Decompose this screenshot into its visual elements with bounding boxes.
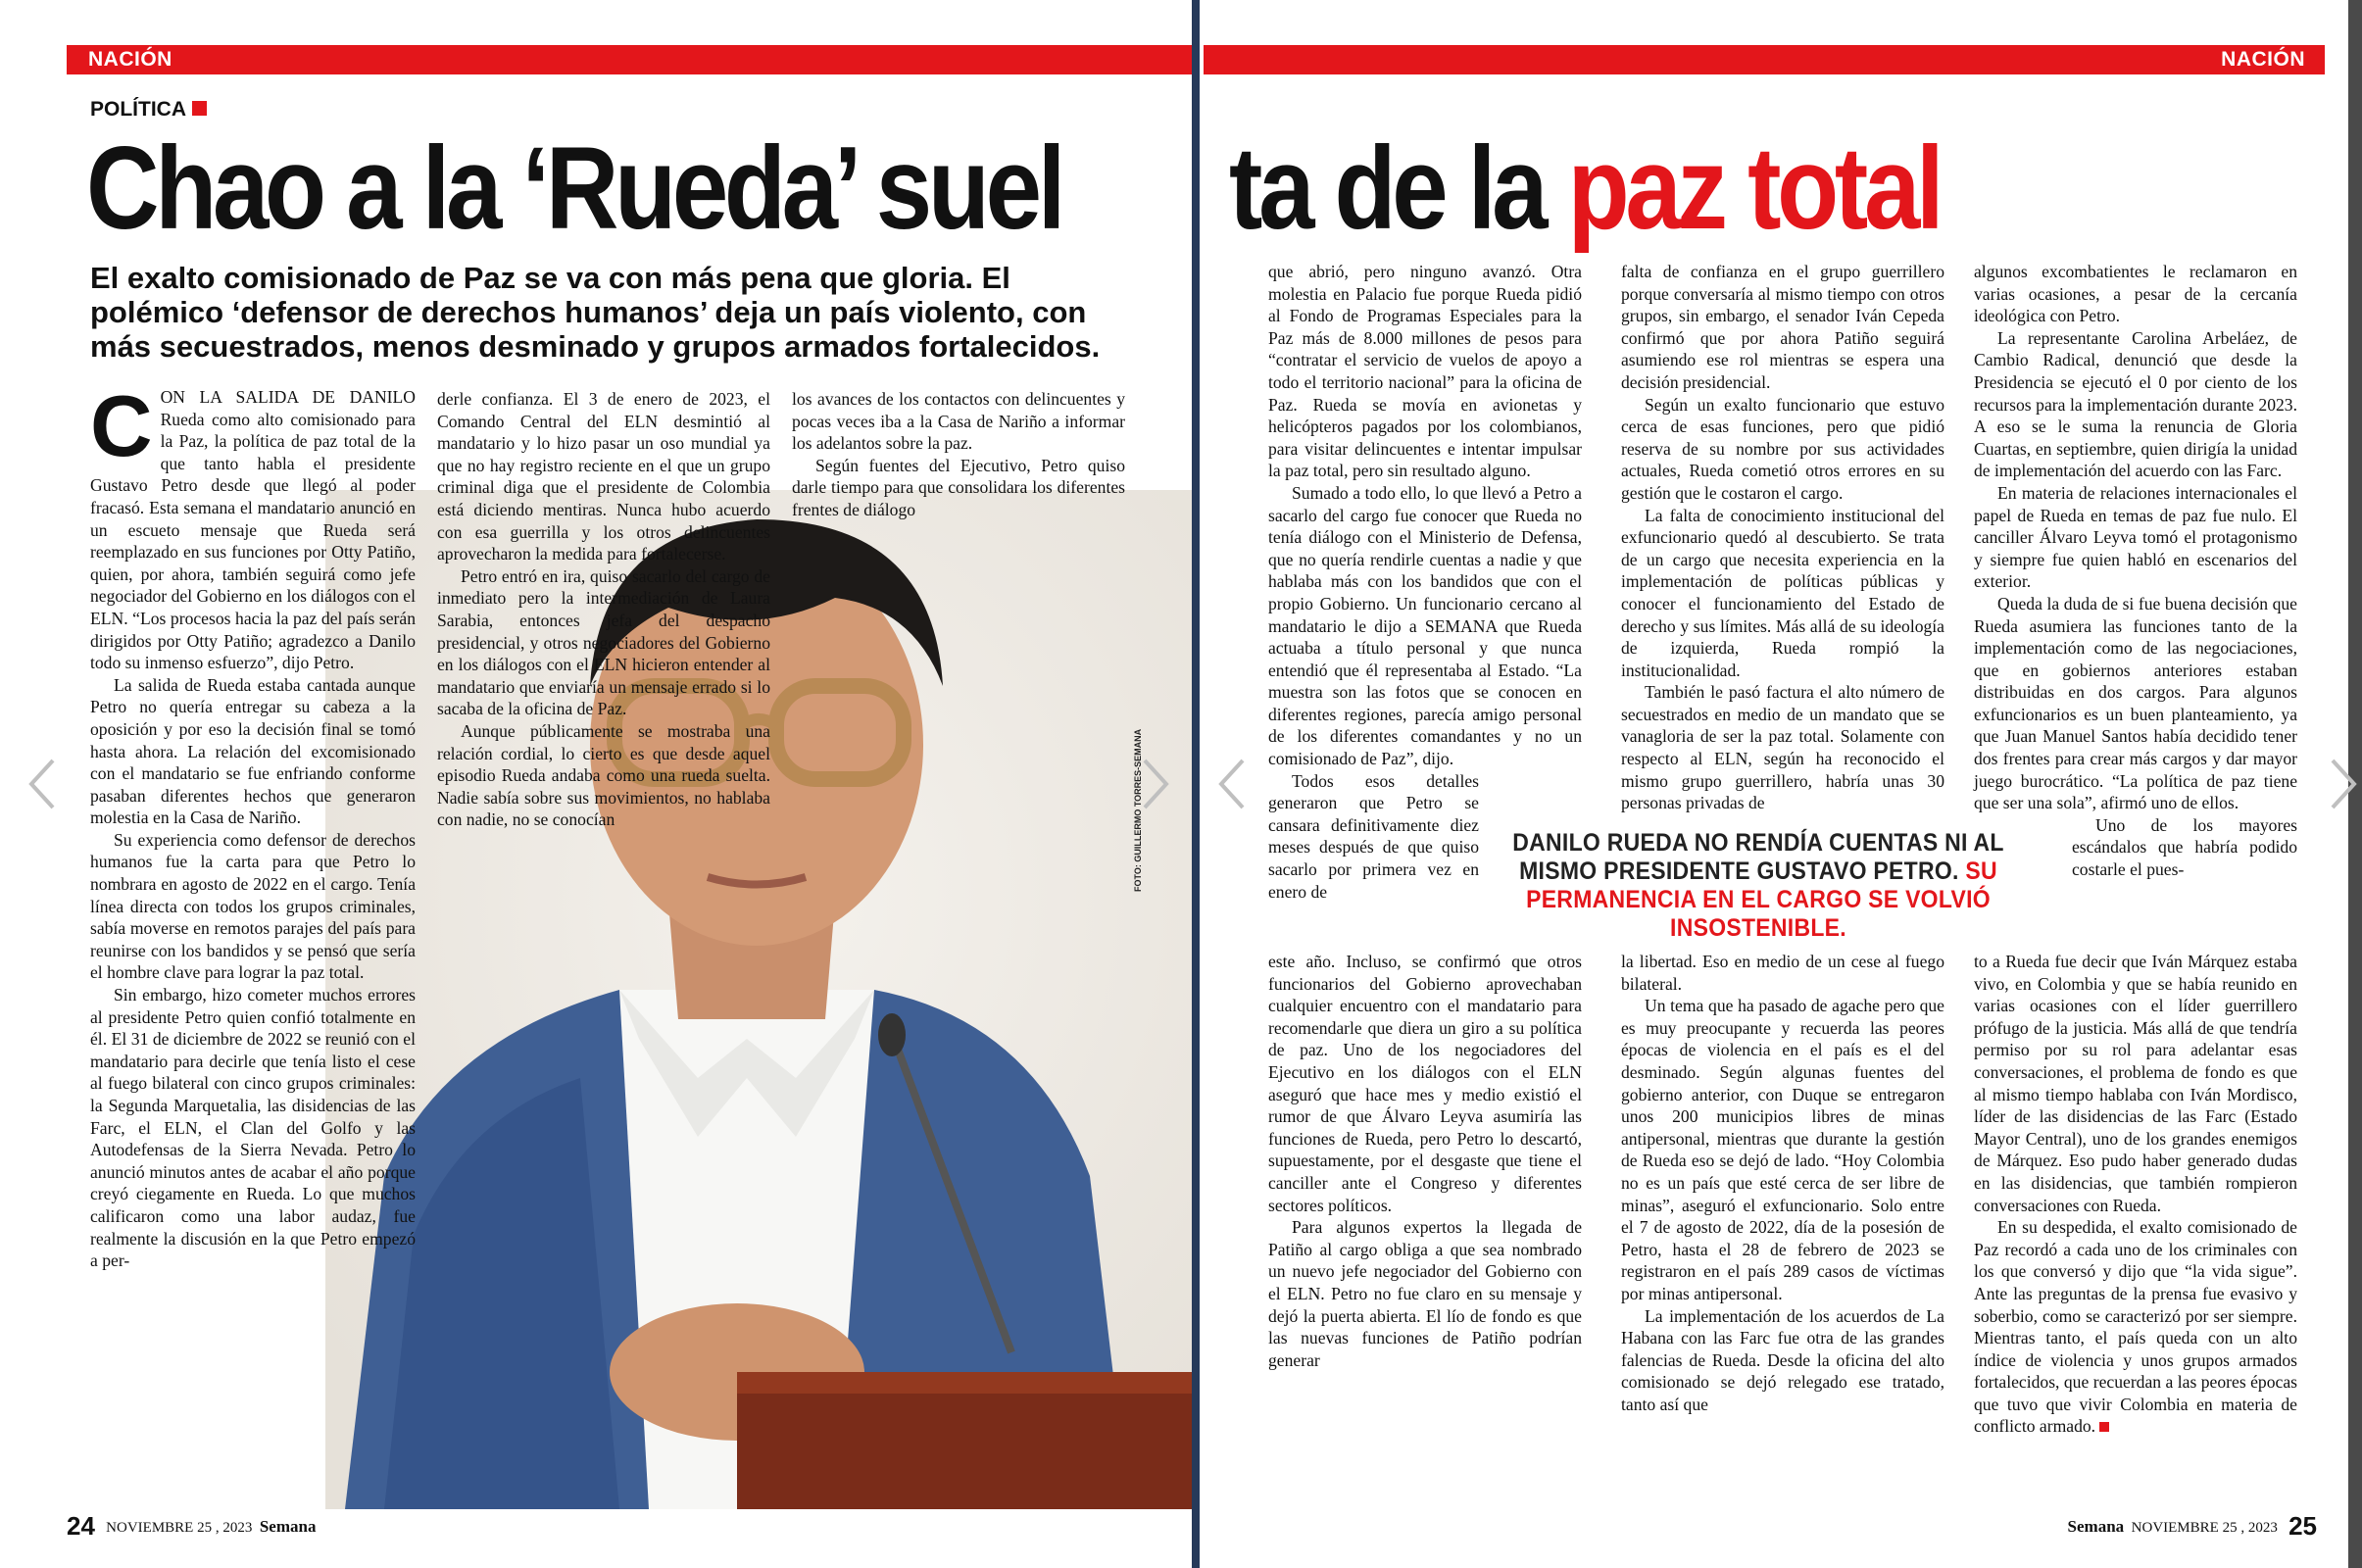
page-number: 25 [2288,1511,2317,1541]
paragraph: derle confianza. El 3 de enero de 2023, el Comando Central del ELN desmintió al mandatario y lo hizo pasar un oso mundial ya que no hay registro reciente en el que un grupo criminal diga que el presidente de Colombia está diciendo mentiras. Nunca hubo acuerdo con esa guerrilla y los otros delincuentes aprovecharon la medida para fortalecerse. [437,389,770,564]
article-column-3 [792,388,1125,521]
paragraph: algunos excombatientes le reclamaron en varias ocasiones, a pesar de la cercanía ideológica con Petro. [1974,262,2297,326]
paragraph: Sumado a todo ello, lo que llevó a Petro a sacarlo del cargo fue conocer que Rueda no tenía diálogo con el Ministerio de Defensa, que no quería rendirle cuentas a nadie y que hablaba más con los bandidos que con el propio Gobierno. Un funcionario cercano al mandatario le dijo a SEMANA que Rueda actuaba a título personal y que nunca entendió que él representaba al Estado. “La muestra son las fotos que se conocen en diferentes regiones, parecía amigo personal de los diferentes comandantes y no un comisionado de Paz”, dijo. [1268,482,1582,769]
paragraph: La salida de Rueda estaba cantada aunque Petro no quería entregar su cabeza a la oposición y por eso la decisión final se tomó hasta ahora. La relación del excomisionado con el mandatario se fue enfriando conforme pasaban diferentes hechos que generaron molestia en la Casa de Nariño. [90,674,416,828]
paragraph: Todos esos detalles generaron que Petro se cansara definitivamente diez meses después de que quiso sacarlo por primera vez en enero de [1268,770,1479,902]
paragraph: que abrió, pero ninguno avanzó. Otra molestia en Palacio fue porque Rueda pidió al Fondo de Programas Especiales para la Paz más de 8.000 millones de pesos para “contratar el servicio de vuelos de apoyo a todo el territorio nacional” para la oficina de Paz. Rueda se movía en avionetas y helicópteros pagados por los colombianos, para visitar delincuentes e intentar impulsar la paz total, pero sin resultado alguno. [1268,262,1582,481]
paragraph: falta de confianza en el grupo guerrillero porque conversaría al mismo tiempo con otros grupos, sin embargo, el senador Iván Cepeda confirmó que por ahora Patiño seguirá asumiendo ese rol mientras se espera una decisión presidencial. [1621,262,1944,392]
folio-magazine: Semana [259,1517,317,1536]
paragraph-text: ON LA SALIDA DE DANILO Rueda como alto comisionado para la Paz, la política de paz total de la que tanto habla el presidente Gustavo Petro desde que llegó al poder fracasó. Esta semana el mandatario anunció en un escueto mensaje que Rueda será reemplazado en sus funciones por Otty Patiño, quien, por ahora, también seguirá como jefe negociador del Gobierno en los diálogos con el ELN. “Los procesos hacia la paz del país serán dirigidos por Otty Patiño; agradezco a Danilo todo su inmenso esfuerzo”, dijo Petro. [90,387,416,673]
paragraph-text: En su despedida, el exalto comisionado de Paz recordó a cada uno de los criminales con los que conversó y dijo que “la vida sigue”. Ante las preguntas de la prensa fue evasivo y soberbio, como se caracterizó por ser siempre. Mientras tanto, el país queda con un alto índice de violencia y unos grupos armados fortalecidos, que recuerdan a las peores épocas que tuvo que vivir Colombia en materia de conflicto armado. [1974,1217,2297,1437]
paragraph: este año. Incluso, se confirmó que otros funcionarios del Gobierno aprovechaban cualquier encuentro con el mandatario para recomendarle que diera un giro a su política de paz. Uno de los negociadores del Ejecutivo en los diálogos con el ELN aseguró que hace mes y medio existió el rumor de que Álvaro Leyva asumiría las funciones de Rueda, pero Petro lo descartó, supuestamente, por el desgaste que tiene el canciller ante el Congreso y diferentes sectores políticos. [1268,952,1582,1215]
paragraph [1974,1216,2297,1438]
paragraph: La representante Carolina Arbeláez, de Cambio Radical, denunció que desde la Presidencia se ejecutó el 0 por ciento de los recursos para la implementación durante 2023. A eso se le suma la renuncia de Gloria Cuartas, en septiembre, quien dirigía la unidad de implementación del acuerdo con las Farc. [1974,327,2297,481]
paragraph: La falta de conocimiento institucional del exfuncionario quedó al descubierto. Se trata de un cargo que necesita experiencia en la implementación de políticas públicas y conocer el funcionamiento del Estado de derecho y sus límites. Más allá de su ideología de izquierda, Rueda rompió la institucionalidad. [1621,505,1944,680]
folio-right [2068,1511,2317,1542]
red-square-icon [192,101,207,116]
folio-date: NOVIEMBRE 25 , 2023 [106,1520,253,1536]
chevron-right-icon [1135,755,1174,813]
dropcap: C [90,377,153,474]
paragraph: Su experiencia como defensor de derechos humanos fue la carta para que Petro lo nombrara en agosto de 2022 en el cargo. Tenía línea directa con todos los grupos criminales, sabía moverse en remotos parajes del país para reunirse con los bandidos y se pensó que sería el hombre clave para lograr la paz total. [90,829,416,983]
pull-quote-black: DANILO RUEDA NO RENDÍA CUENTAS NI AL MISMO PRESIDENTE GUSTAVO PETRO. [1512,829,2004,885]
end-mark-icon [2099,1422,2109,1432]
folio-magazine: Semana [2067,1517,2125,1536]
paragraph [90,377,416,674]
paragraph: La implementación de los acuerdos de La Habana con las Farc fue otra de las grandes falencias de Rueda. Desde la oficina del alto comisionado se dejó relegado ese tratado, tanto así que [1621,1305,1944,1414]
pull-quote-red: SU PERMANENCIA EN EL CARGO SE VOLVIÓ INSOSTENIBLE. [1526,858,1997,942]
paragraph: Un tema que ha pasado de agache pero que es muy preocupante y recuerda las peores épocas de violencia en el país es el del desminado. Según algunas fuentes del gobierno anterior, con Duque se entregaron unos 200 municipios libres de minas antipersonal, mientras que durante la gestión de Rueda eso se dejó de lado. “Hoy Colombia no es un país que esté cerca de ser libre de minas”, aseguró el exfuncionario. Solo entre el 7 de agosto de 2022, día de la posesión de Petro, hasta el 28 de febrero de 2023 se registraron en el país 289 casos de víctimas por minas antipersonal. [1621,996,1944,1303]
paragraph: Sin embargo, hizo cometer muchos errores al presidente Petro quien confió totalmente en él. El 31 de diciembre de 2022 se reunió con el mandatario para decirle que tenía listo el cese al fuego bilateral con cinco grupos criminales: la Segunda Marquetalia, las disidencias de las Farc, el ELN, el Clan del Golfo y las Autodefensas de la Sierra Nevada. Petro lo anunció minutos antes de acabar el año porque creyó ciegamente en Rueda. Lo que muchos calificaron como una labor audaz, fue realmente la discusión en la que Petro empezó a per- [90,985,416,1271]
chevron-left-icon [24,755,63,813]
headline-red: paz total [1567,122,1941,254]
headline-black: ta de la [1229,122,1568,254]
headline-part2 [1229,122,1941,254]
page-25 [1200,0,2348,1568]
paragraph: Queda la duda de si fue buena decisión que Rueda asumiera las funciones tanto de la implementación como de las negociaciones, que en gobiernos anteriores estaban distribuidas en dos cargos. Para algunos exfuncionarios es un buen planteamiento, ya que Juan Manuel Santos había decidido tener dos frentes para crear más cargos y dar mayor juego burocrático. “La política de paz tiene que ser una sola”, afirmó uno de ellos. [1974,593,2297,813]
next-page-button[interactable] [2323,755,2348,813]
paragraph: Petro entró en ira, quiso sacarlo del cargo de inmediato pero la intermediación de Laura Sarabia, entonces jefa del despacho presidencial, y otros negociadores del Gobierno en los diálogos con el ELN hicieron entender al mandatario que enviaría un mensaje errado si lo sacaba de la oficina de Paz. [437,565,770,719]
paragraph: Aunque públicamente se mostraba una relación cordial, lo cierto es que desde aquel episodio Rueda andaba como una rueda suelta. Nadie sabía sobre sus movimientos, no hablaba con nadie, no se conocían [437,720,770,830]
prev-page-button[interactable] [1213,755,1253,813]
spread-gutter [1192,0,1200,1568]
photo-credit: FOTO: GUILLERMO TORRES-SEMANA [1133,728,1143,892]
paragraph: Según un exalto funcionario que estuvo cerca de esas funciones, pero que pidió reserva de su nombre por sus actividades actuales, Rueda cometió otros errores en su gestión que le costaron el cargo. [1621,394,1944,503]
paragraph: los avances de los contactos con delincuentes y pocas veces iba a la Casa de Nariño a informar los adelantos sobre la paz. [792,389,1125,454]
paragraph: Uno de los mayores escándalos que habría podido costarle el pues- [2072,814,2297,880]
article-column-1 [90,377,416,1272]
paragraph: En materia de relaciones internacionales el papel de Rueda en temas de paz fue nulo. El canciller Álvaro Leyva tomó el protagonismo y siempre fue quien habló en escenarios del exterior. [1974,482,2297,592]
section-label-text: POLÍTICA [90,98,186,121]
folio-left [67,1511,316,1542]
article-column-2-cont [1621,951,1944,1499]
article-column-3-cont [1974,951,2297,1499]
article-column-1-cont [1268,951,1582,1401]
article-column-2 [1621,261,1944,819]
paragraph: la libertad. Eso en medio de un cese al fuego bilateral. [1621,952,1944,994]
article-column-1 [1268,261,1582,902]
paragraph: to a Rueda fue decir que Iván Márquez estaba vivo, en Colombia y que se había reunido en varias ocasiones con el líder guerrillero prófugo de la justicia. Más allá de que tendría permiso por su rol para adelantar esas conversaciones, el problema de fondo es que al mismo tiempo hablaba con Iván Mordisco, líder de las disidencias de las Farc (Estado Mayor Central), uno de los grandes enemigos de Márquez. Eso pudo haber generado dudas en las disidencias, que también rompieron conversaciones con Rueda. [1974,952,2297,1215]
section-bar: NACIÓN [67,45,1192,74]
folio-date: NOVIEMBRE 25 , 2023 [2131,1520,2278,1536]
paragraph: También le pasó factura el alto número de secuestrados en medio de un mandato que se vanagloria de ser la paz total. Solamente con respecto al ELN, según ha reconocido el mismo grupo guerrillero, habría unas 30 personas privadas de [1621,682,1944,813]
paragraph: Según fuentes del Ejecutivo, Petro quiso darle tiempo para que consolidara los diferentes frentes de diálogo [792,455,1125,519]
prev-page-button[interactable] [24,755,63,813]
pull-quote [1488,829,2029,943]
chevron-left-icon [1213,755,1253,813]
chevron-right-icon [2323,755,2362,813]
page-number: 24 [67,1511,95,1541]
section-bar: NACIÓN [1204,45,2325,74]
paragraph: Para algunos expertos la llegada de Patiño al cargo obliga a que sea nombrado un nuevo jefe negociador del Gobierno con el ELN. Petro no fue claro en su mensaje y dejó la puerta abierta. El lío de fondo es que las nuevas funciones de Patiño podrían generar [1268,1217,1582,1370]
deck: El exalto comisionado de Paz se va con más pena que gloria. El polémico ‘defensor de derechos humanos’ deja un país violento, con más secuestrados, menos desminado y grupos armados fortalecidos. [90,261,1101,364]
section-label [90,98,207,122]
next-page-button[interactable] [1135,755,1174,813]
headline-part1: Chao a la ‘Rueda’ suel [86,122,1062,254]
article-column-2 [437,388,770,831]
